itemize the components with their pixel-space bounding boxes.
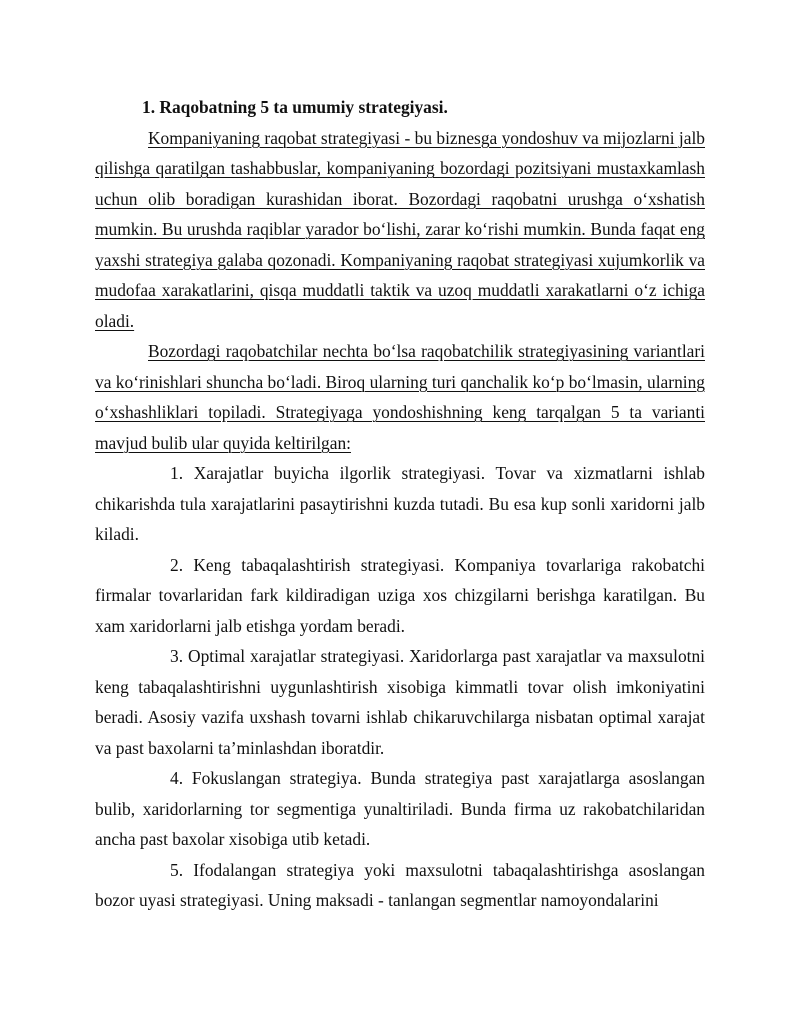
document-page (95, 92, 705, 916)
list-item-differentiation: 2. Keng tabaqalashtirish strategiyasi. Kompaniya tovarlariga rakobatchi firmalar tovarlaridan fark kildiradigan uziga xos chizgilarni berishga karatilgan. Bu xam xaridorlarni jalb etishga yordam beradi. (95, 554, 705, 636)
list-item-focused: 4. Fokuslangan strategiya. Bunda strategiya past xarajatlarga asoslangan bulib, xaridorlarning tor segmentiga yunaltiriladi. Bunda firma uz rakobatchilaridan ancha past baxolar xisobiga utib ketadi. (95, 768, 705, 849)
paragraph-variants: Bozordagi raqobatchilar nechta bo‘lsa raqobatchilik strategiyasining variantlari va ko‘rinishlari shuncha bo‘ladi. Biroq ularning turi qanchalik ko‘p bo‘lmasin, ularning o‘xshashliklari topiladi. Strategiyaga yondoshishning keng tarqalgan 5 ta varianti mavjud bulib ular quyida keltirilgan: (95, 341, 705, 453)
section-heading: 1. Raqobatning 5 ta umumiy strategiyasi. (142, 97, 448, 117)
list-item-optimal-cost: 3. Optimal xarajatlar strategiyasi. Xaridorlarga past xarajatlar va maxsulotni keng tabaqalashtirishni uygunlashtirish xisobiga kimmatli tovar olish imkoniyatini beradi. Asosiy vazifa uxshash tovarni ishlab chikaruvchilarga nisbatan optimal xarajat va past baxolarni ta’minlashdan iboratdir. (95, 646, 705, 758)
list-item-cost-leadership: 1. Xarajatlar buyicha ilgorlik strategiyasi. Tovar va xizmatlarni ishlab chikarishda tula xarajatlarini pasaytirishni kuzda tutadi. Bu esa kup sonli xaridorni jalb kiladi. (95, 463, 705, 544)
paragraph-intro: Kompaniyaning raqobat strategiyasi - bu biznesga yondoshuv va mijozlarni jalb qilishga qaratilgan tashabbuslar, kompaniyaning bozordagi pozitsiyani mustaxkamlash uchun olib boradigan kurashidan iborat. Bozordagi raqobatni urushga o‘xshatish mumkin. Bu urushda raqiblar yarador bo‘lishi, zarar ko‘rishi mumkin. Bunda faqat eng yaxshi strategiya galaba qozonadi. Kompaniyaning raqobat strategiyasi xujumkorlik va mudofaa xarakatlarini, qisqa muddatli taktik va uzoq muddatli xarakatlarni o‘z ichiga oladi. (95, 127, 705, 331)
list-item-niche: 5. Ifodalangan strategiya yoki maxsulotni tabaqalashtirishga asoslangan bozor uyasi strategiyasi. Uning maksadi - tanlangan segmentlar namoyondalarini (95, 859, 705, 910)
